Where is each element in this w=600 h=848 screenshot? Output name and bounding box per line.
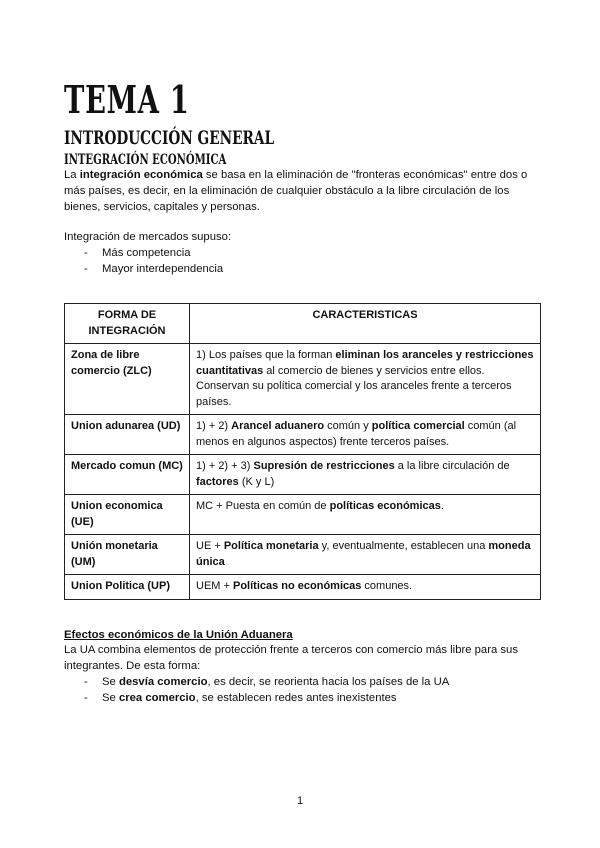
markets-lead: Integración de mercados supuso: [64, 231, 232, 243]
list-item: - Mayor interdependencia [84, 261, 223, 277]
row-desc: MC + Puesta en común de políticas económicas. [190, 495, 541, 535]
table-header-row [65, 304, 541, 344]
list-item: - Más competencia [84, 245, 223, 261]
intro-paragraph: La integración económica se basa en la eliminación de "fronteras económicas" entre dos o más países, es decir, en la eliminación de cualquier obstáculo a la libre circulación de los bienes, servicios, capitales y personas. [64, 169, 528, 213]
row-name: Union economica (UE) [65, 495, 190, 535]
row-desc: UE + Política monetaria y, eventualmente, establecen una moneda única [190, 535, 541, 575]
row-name: Union adunarea (UD) [65, 415, 190, 455]
table-row [65, 575, 541, 600]
effects-paragraph: La UA combina elementos de protección frente a terceros con comercio más libre para sus integrantes. De esta forma: [64, 644, 518, 672]
subsection-heading: INTEGRACIÓN ECONÓMICA [64, 152, 227, 168]
row-desc: 1) + 2) Arancel aduanero común y política comercial común (al menos en algunos aspectos) frente terceros países. [190, 415, 541, 455]
document-title: TEMA 1 [64, 77, 190, 122]
row-name: Union Politica (UP) [65, 575, 190, 600]
list-item: - Se crea comercio, se establecen redes antes inexistentes [84, 690, 449, 706]
row-name: Mercado comun (MC) [65, 455, 190, 495]
markets-list [84, 245, 223, 277]
row-name: Zona de libre comercio (ZLC) [65, 344, 190, 415]
row-name: Unión monetaria (UM) [65, 535, 190, 575]
table-row [65, 344, 541, 415]
list-item: - Se desvía comercio, es decir, se reorienta hacia los países de la UA [84, 674, 449, 690]
table-row [65, 455, 541, 495]
row-desc: UEM + Políticas no económicas comunes. [190, 575, 541, 600]
section-heading: INTRODUCCIÓN GENERAL [64, 127, 275, 149]
effects-list [84, 674, 449, 706]
integration-table [64, 303, 541, 600]
effects-heading: Efectos económicos de la Unión Aduanera [64, 629, 293, 641]
header-forma: FORMA DE INTEGRACIÓN [65, 304, 190, 344]
table-row [65, 495, 541, 535]
table-row [65, 415, 541, 455]
page-number: 1 [296, 795, 304, 807]
row-desc: 1) + 2) + 3) Supresión de restricciones a la libre circulación de factores (K y L) [190, 455, 541, 495]
header-caracteristicas: CARACTERISTICAS [190, 304, 541, 344]
table-row [65, 535, 541, 575]
row-desc: 1) Los países que la forman eliminan los aranceles y restricciones cuantitativas al comercio de bienes y servicios entre ellos. Conservan su política comercial y los aranceles frente a terceros países. [190, 344, 541, 415]
